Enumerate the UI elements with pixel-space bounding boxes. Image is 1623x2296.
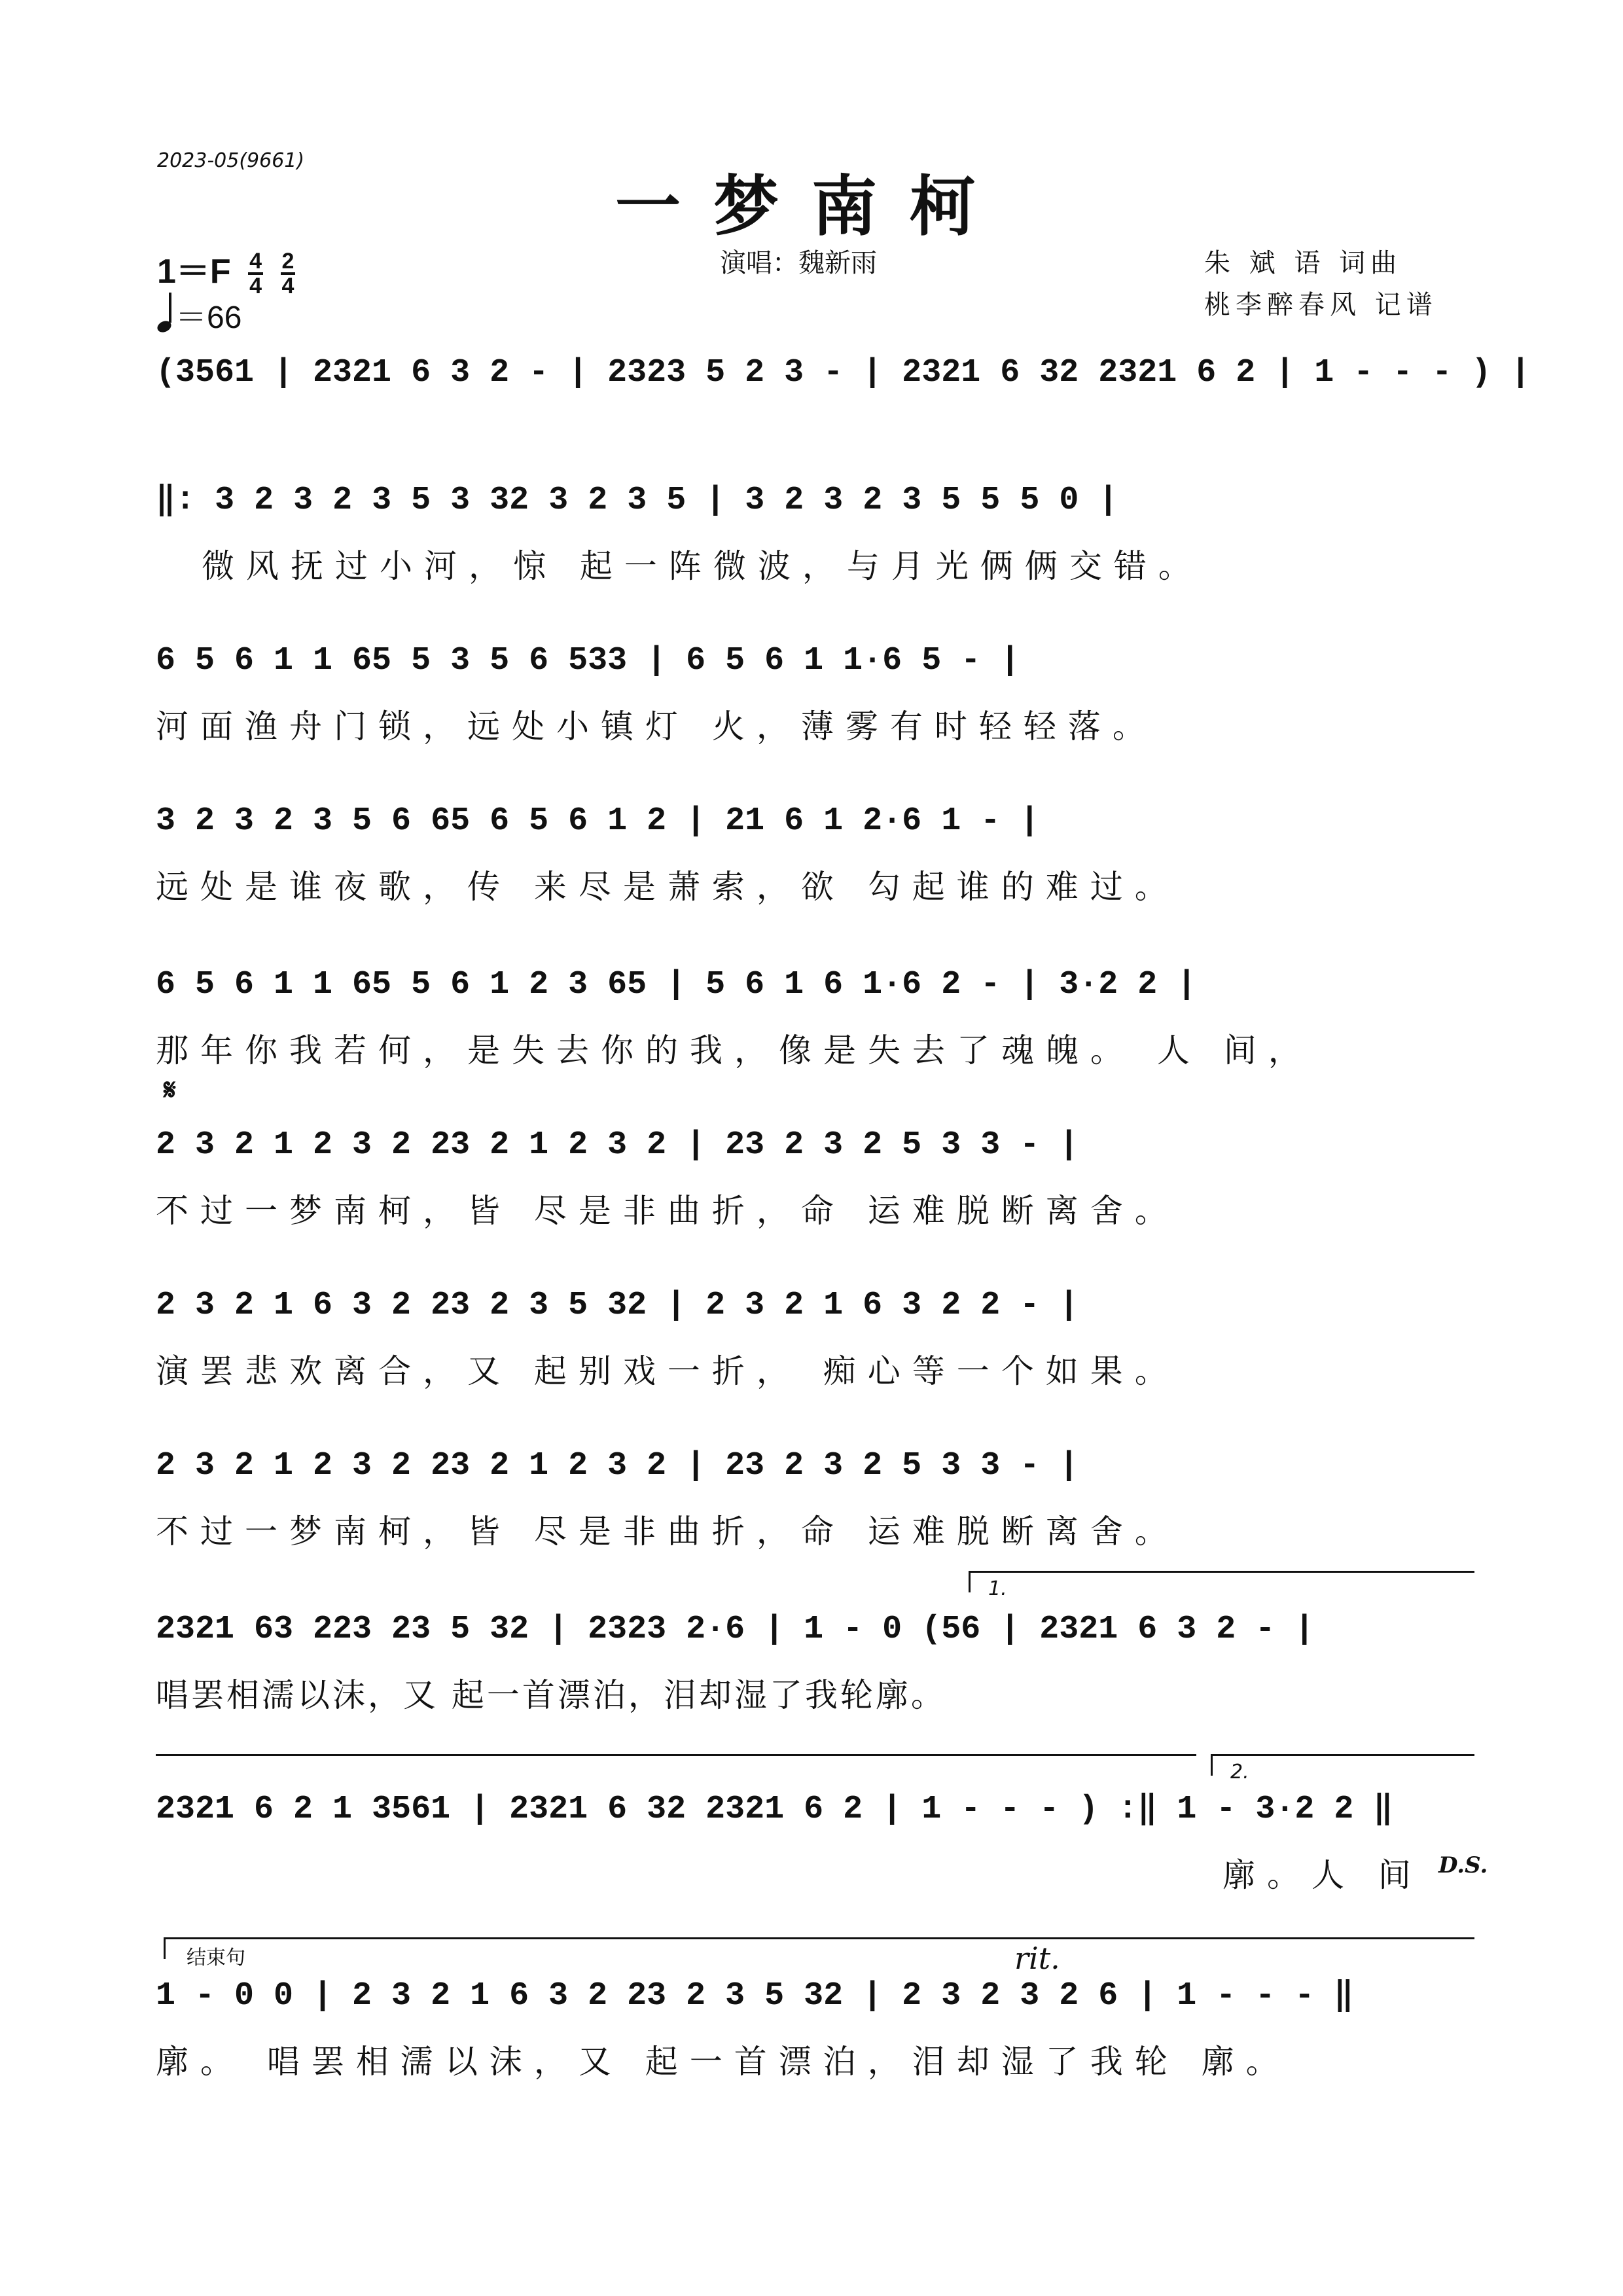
- score-code: 2023-05(9661): [157, 149, 305, 172]
- music-notation: 2321 6 2 1 3561 | 2321 6 32 2321 6 2 | 1 - - - ) :‖ 1 - 3·2 2 ‖: [156, 1791, 1393, 1828]
- quarter-note-stem: [169, 293, 171, 323]
- volta-1-bracket: [969, 1571, 1474, 1592]
- repeat-bracket-line: [156, 1754, 1196, 1756]
- volta-2-label: 2.: [1230, 1761, 1249, 1784]
- key-text: 1＝F: [157, 253, 231, 291]
- music-notation: ‖: 3 2 3 2 3 5 3 32 3 2 3 5 | 3 2 3 2 3 5 5 5 0 |: [156, 482, 1118, 519]
- music-notation: 2 3 2 1 2 3 2 23 2 1 2 3 2 | 23 2 3 2 5 3 3 - |: [156, 1126, 1079, 1164]
- transcriber-credit: 桃李醉春风 记谱: [1204, 290, 1438, 320]
- lyric-line: 河面渔舟门锁，远处小镇灯 火，薄雾有时轻轻落。: [156, 708, 1157, 745]
- time-sig-2-top: 2: [281, 249, 294, 274]
- music-notation: 2 3 2 1 2 3 2 23 2 1 2 3 2 | 23 2 3 2 5 3 3 - |: [156, 1447, 1079, 1484]
- ritardando-marking: rit.: [1014, 1941, 1060, 1976]
- lyric-line: 不过一梦南柯，皆 尽是非曲折，命 运难脱断离舍。: [156, 1192, 1179, 1230]
- lyric-line: 远处是谁夜歌，传 来尽是萧索，欲 勾起谁的难过。: [156, 868, 1179, 906]
- time-sig-1-top: 4: [249, 249, 262, 274]
- ds-marking: D.S.: [1438, 1852, 1488, 1878]
- time-sig-2-bottom: 4: [281, 274, 294, 299]
- music-notation: (3561 | 2321 6 3 2 - | 2323 5 2 3 - | 2321 6 32 2321 6 2 | 1 - - - ) |: [156, 354, 1531, 391]
- time-signature-1: [248, 250, 263, 297]
- singer-credit: 演唱：魏新雨: [720, 248, 877, 278]
- lyric-line: 廓。 唱罢相濡以沫，又 起一首漂泊，泪却湿了我轮 廓。: [156, 2043, 1291, 2081]
- credits: [1204, 242, 1438, 326]
- lyric-line: 演罢悲欢离合，又 起别戏一折， 痴心等一个如果。: [156, 1352, 1179, 1390]
- time-signature-2: [281, 250, 296, 297]
- time-sig-1-bottom: 4: [249, 274, 262, 299]
- music-notation: 6 5 6 1 1 65 5 6 1 2 3 65 | 5 6 1 6 1·6 2 - | 3·2 2 |: [156, 966, 1197, 1003]
- lyric-line: 唱罢相濡以沫，又 起一首漂泊，泪却湿了我轮廓。: [156, 1676, 946, 1714]
- ending-label: 结束句: [187, 1946, 245, 1969]
- music-notation: 2 3 2 1 6 3 2 23 2 3 5 32 | 2 3 2 1 6 3 2 2 - |: [156, 1287, 1079, 1324]
- volta-2-bracket: [1211, 1754, 1474, 1776]
- music-notation: 6 5 6 1 1 65 5 3 5 6 533 | 6 5 6 1 1·6 5 - |: [156, 642, 1020, 679]
- volta-1-label: 1.: [988, 1577, 1007, 1600]
- segno-icon: 𝄋: [164, 1073, 176, 1107]
- music-notation: 2321 63 223 23 5 32 | 2323 2·6 | 1 - 0 (56 | 2321 6 3 2 - |: [156, 1611, 1315, 1648]
- lyric-line: 廓。人 间: [1222, 1856, 1423, 1894]
- tempo-value: ＝66: [175, 300, 242, 335]
- lyric-line: 不过一梦南柯，皆 尽是非曲折，命 运难脱断离舍。: [156, 1513, 1179, 1551]
- music-notation: 3 2 3 2 3 5 6 65 6 5 6 1 2 | 21 6 1 2·6 1 - |: [156, 802, 1040, 840]
- music-notation: 1 - 0 0 | 2 3 2 1 6 3 2 23 2 3 5 32 | 2 3 2 3 2 6 | 1 - - - ‖: [156, 1977, 1354, 2015]
- lyricist-credit: 朱 斌 语 词曲: [1204, 248, 1402, 278]
- lyric-line: 微风抚过小河，惊 起一阵微波，与月光俩俩交错。: [202, 547, 1203, 585]
- ending-bracket: [164, 1937, 1474, 1959]
- page-title: 一梦南柯: [615, 168, 1008, 245]
- key-signature: [157, 243, 295, 297]
- tempo-marking: [157, 292, 241, 337]
- lyric-line: 那年你我若何，是失去你的我，像是失去了魂魄。 人 间，: [156, 1031, 1313, 1069]
